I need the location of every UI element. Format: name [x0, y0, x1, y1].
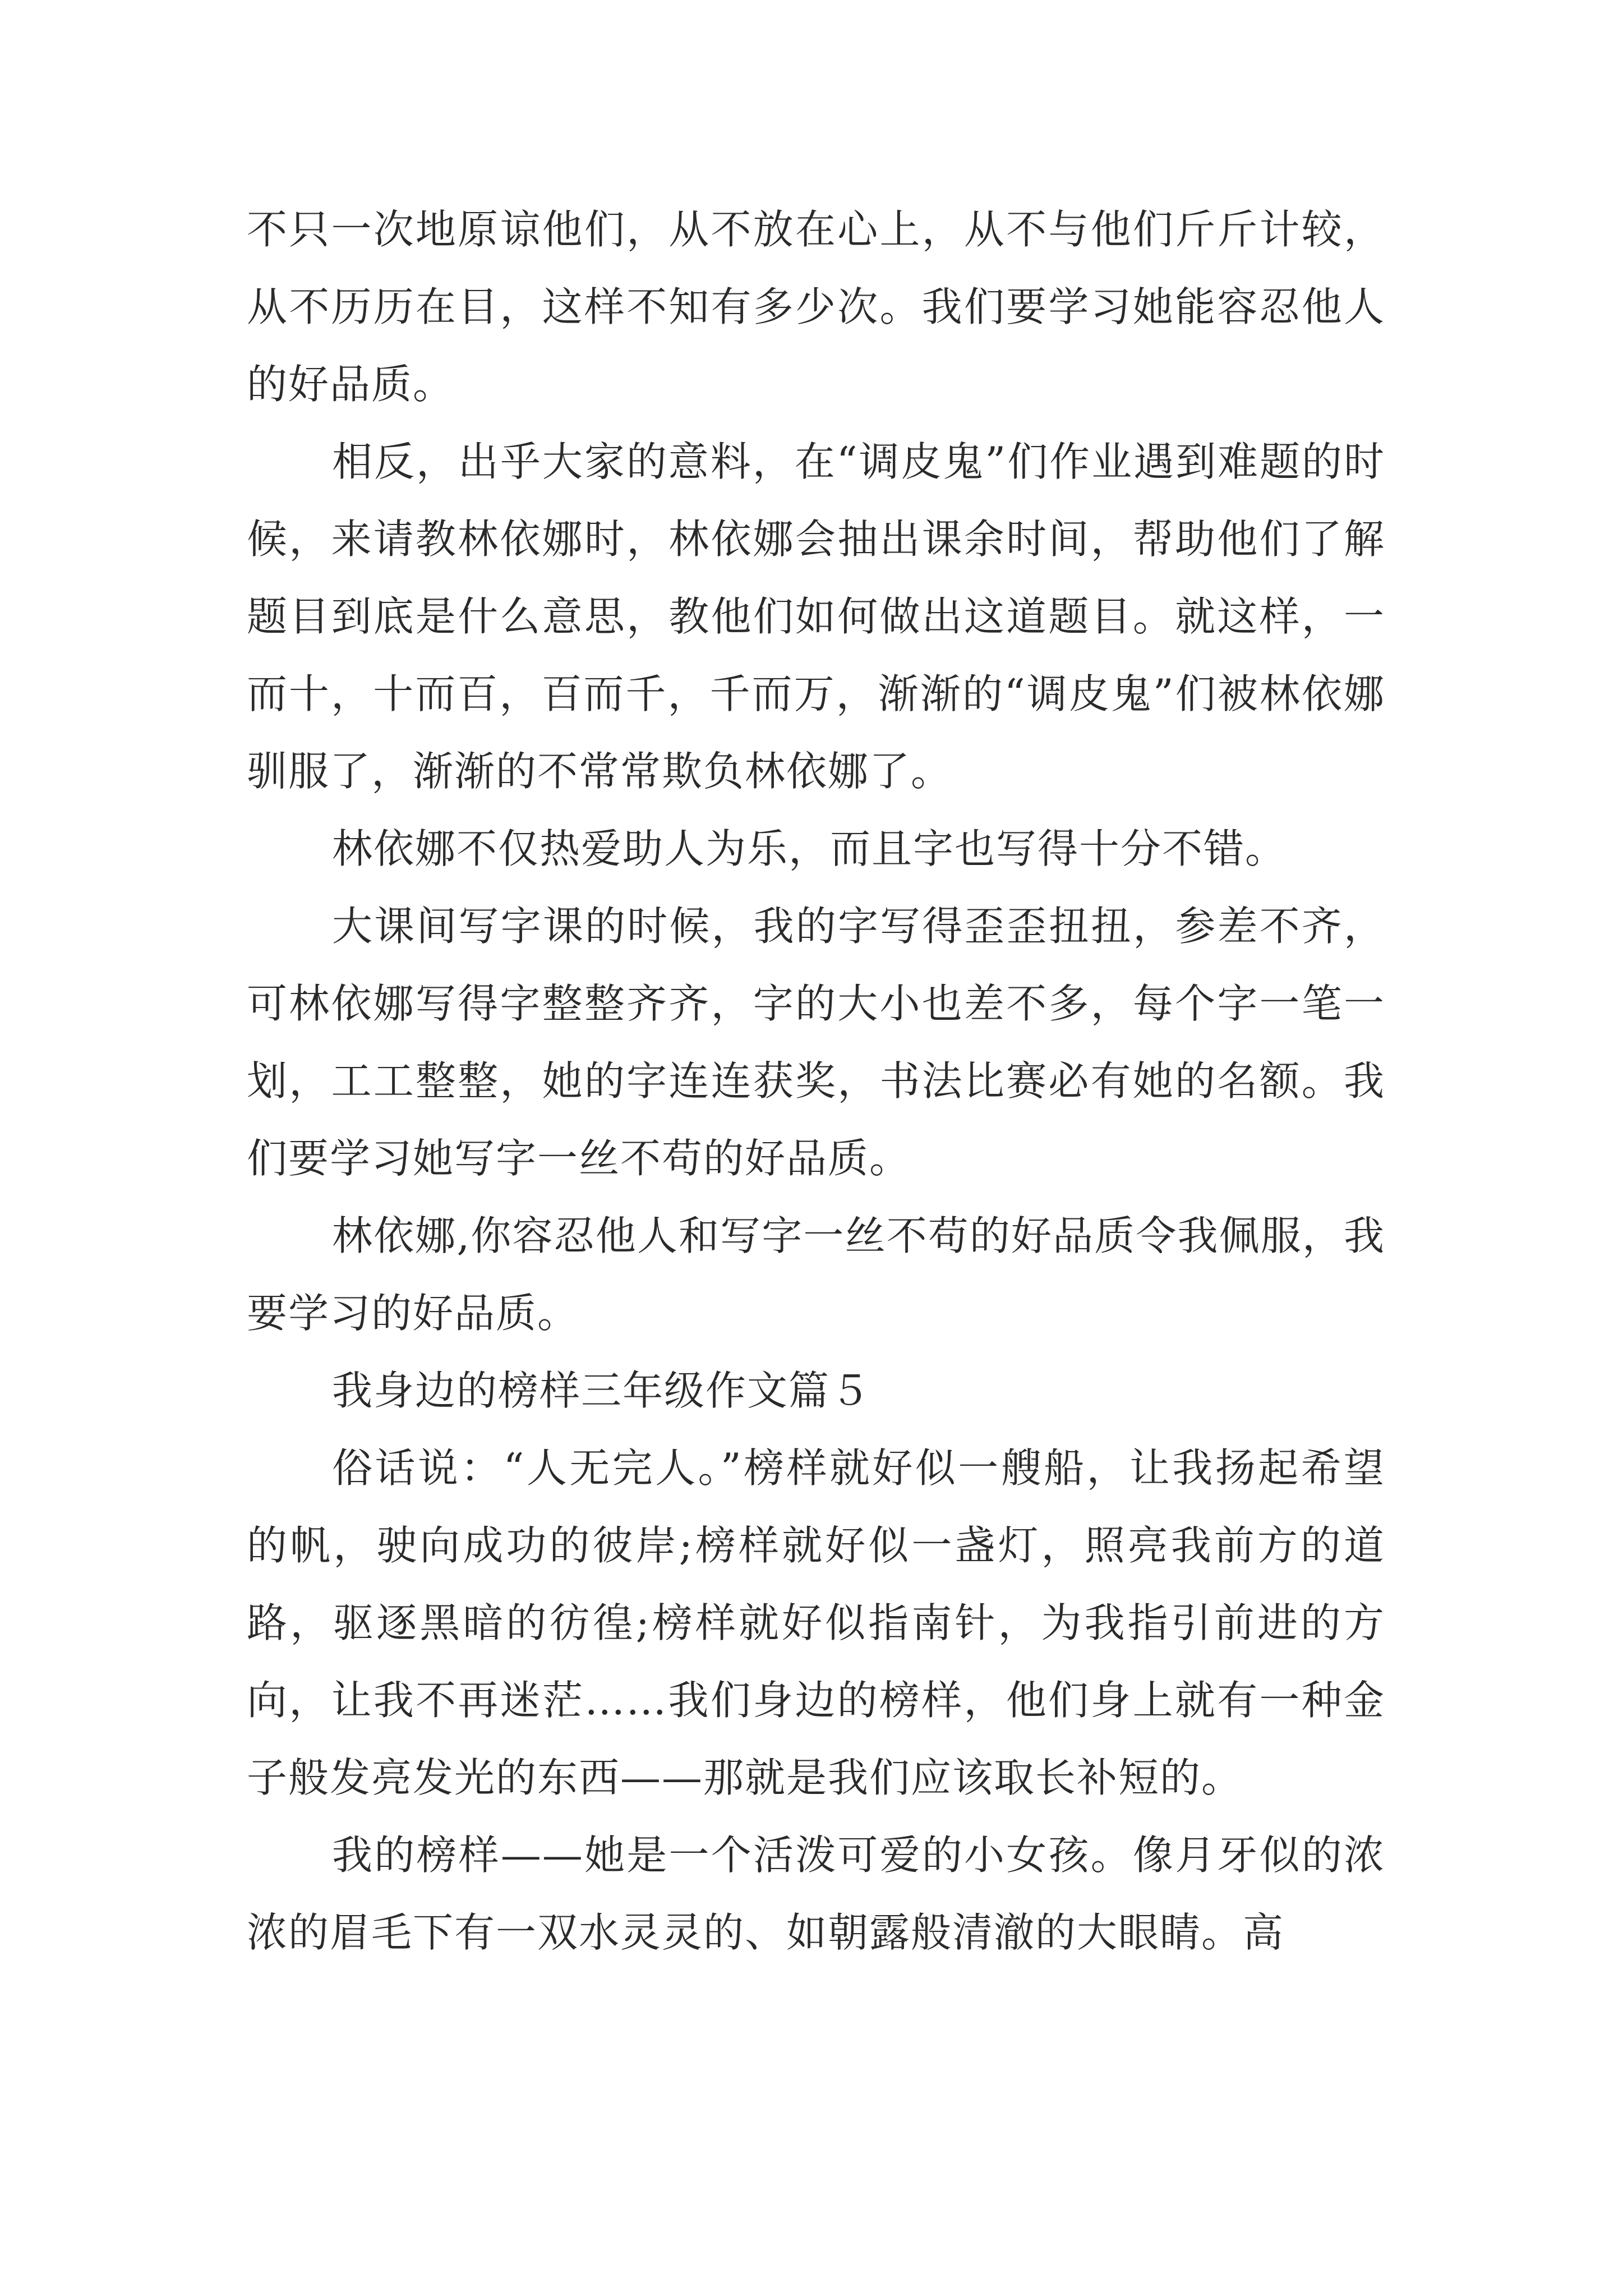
- document-body: [247, 191, 1385, 1971]
- paragraph-5: 林依娜,你容忍他人和写字一丝不苟的好品质令我佩服，我要学习的好品质。: [247, 1212, 1385, 1337]
- paragraph-2: 相反，出乎大家的意料，在“调皮鬼”们作业遇到难题的时候，来请教林依娜时，林依娜会抽出课余时间，帮助他们了解题目到底是什么意思，教他们如何做出这道题目。就这样，一而十，十而百，百而千，千而万，渐渐的“调皮鬼”们被林依娜驯服了，渐渐的不常常欺负林依娜了。: [247, 438, 1385, 795]
- paragraph-1: 不只一次地原谅他们，从不放在心上，从不与他们斤斤计较，从不历历在目，这样不知有多少次。我们要学习她能容忍他人的好品质。: [247, 206, 1385, 408]
- paragraph-6: 俗话说：“人无完人。”榜样就好似一艘船，让我扬起希望的帆，驶向成功的彼岸;榜样就好似一盏灯，照亮我前方的道路，驱逐黑暗的彷徨;榜样就好似指南针，为我指引前进的方向，让我不再迷茫……我们身边的榜样，他们身上就有一种金子般发亮发光的东西——那就是我们应该取长补短的。: [247, 1444, 1385, 1801]
- paragraph-4: 大课间写字课的时候，我的字写得歪歪扭扭，参差不齐，可林依娜写得字整整齐齐，字的大小也差不多，每个字一笔一划，工工整整，她的字连连获奖，书法比赛必有她的名额。我们要学习她写字一丝不苟的好品质。: [247, 903, 1385, 1182]
- paragraph-3: 林依娜不仅热爱助人为乐，而且字也写得十分不错。: [332, 825, 1287, 872]
- section-heading: 我身边的榜样三年级作文篇５: [332, 1367, 872, 1414]
- paragraph-7: 我的榜样——她是一个活泼可爱的小女孩。像月牙似的浓浓的眉毛下有一双水灵灵的、如朝露般清澈的大眼睛。高: [247, 1832, 1385, 1956]
